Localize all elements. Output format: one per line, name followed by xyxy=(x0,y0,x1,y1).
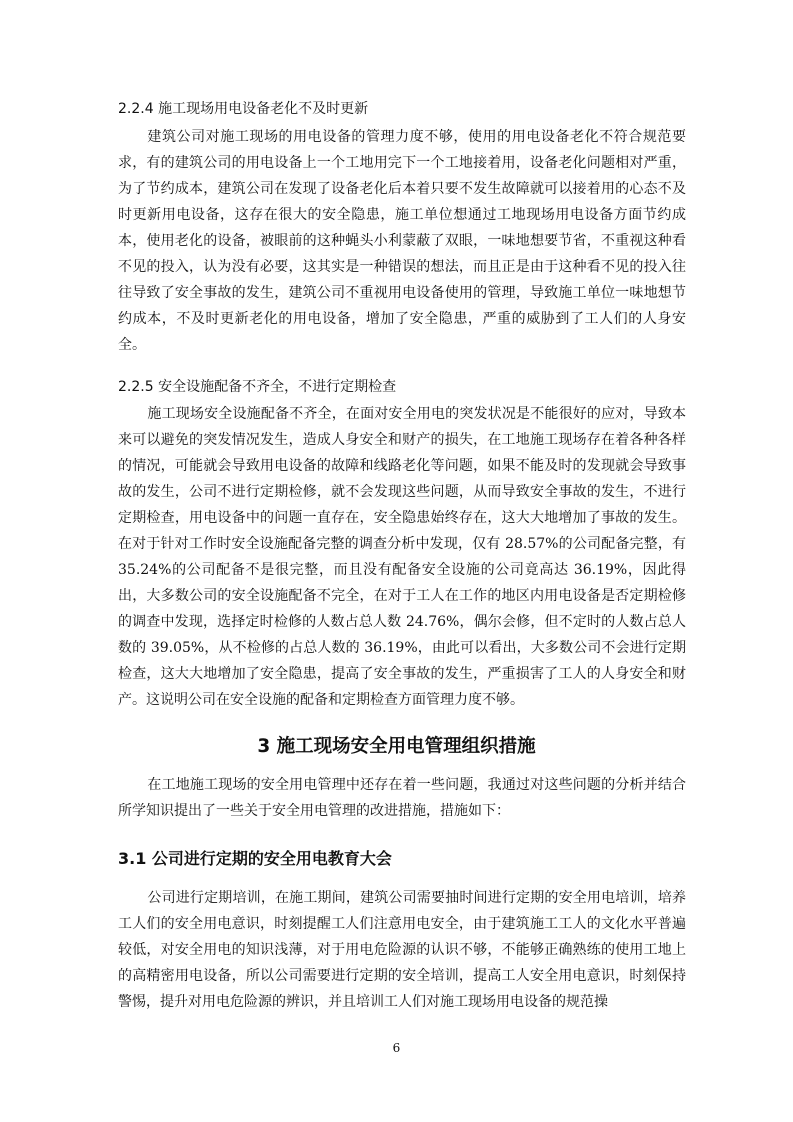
section-3-1-paragraph: 公司进行定期培训，在施工期间，建筑公司需要抽时间进行定期的安全用电培训，培养工人们的安全用电意识，时刻提醒工人们注意用电安全，由于建筑施工工人的文化水平普遍较低，对安全用电的知识浅薄，对于用电危险源的认识不够，不能够正确熟练的使用工地上的高精密用电设备，所以公司需要进行定期的安全培训，提高工人安全用电意识，时刻保持警惕，提升对用电危险源的辨识，并且培训工人们对施工现场用电设备的规范操 xyxy=(118,890,686,1010)
section-2-2-5-paragraph: 施工现场安全设施配备不齐全，在面对安全用电的突发状况是不能很好的应对，导致本来可以避免的突发情况发生，造成人身安全和财产的损失，在工地施工现场存在着各种各样的情况，可能就会导致用电设备的故障和线路老化等问题，如果不能及时的发现就会导致事故的发生，公司不进行定期检修，就不会发现这些问题，从而导致安全事故的发生，不进行定期检查，用电设备中的问题一直存在，安全隐患始终存在，这大大地增加了事故的发生。在对于针对工作时安全设施配备完整的调查分析中发现，仅有 28.57%的公司配备完整，有 35.24%的公司配备不是很完整，而且没有配备安全设施的公司竟高达 36.19%，因此得出，大多数公司的安全设施配备不完全，在对于工人在工作的地区内用电设备是否定期检修的调查中发现，选择定时检修的人数占总人数 24.76%，偶尔会修，但不定时的人数占总人数的 39.05%，从不检修的占总人数的 36.19%，由此可以看出，大多数公司不会进行定期检查，这大大地增加了安全隐患，提高了安全事故的发生，严重损害了工人的人身安全和财产。这说明公司在安全设施的配备和定期检查方面管理力度不够。 xyxy=(118,406,686,708)
section-2-2-5-heading: 2.2.5 安全设施配备不齐全，不进行定期检查 xyxy=(118,379,397,395)
section-2-2-4-paragraph: 建筑公司对施工现场的用电设备的管理力度不够，使用的用电设备老化不符合规范要求，有的建筑公司的用电设备上一个工地用完下一个工地接着用，设备老化问题相对严重，为了节约成本，建筑公司在发现了设备老化后本着只要不发生故障就可以接着用的心态不及时更新用电设备，这存在很大的安全隐患，施工单位想通过工地现场用电设备方面节约成本，使用老化的设备，被眼前的这种蝇头小利蒙蔽了双眼，一味地想要节省，不重视这种看不见的投入，认为没有必要，这其实是一种错误的想法，而且正是由于这种看不见的投入往往导致了安全事故的发生，建筑公司不重视用电设备使用的管理，导致施工单位一味地想节约成本，不及时更新老化的用电设备，增加了安全隐患，严重的威胁到了工人们的人身安全。 xyxy=(118,129,686,353)
section-3-1-heading: 3.1 公司进行定期的安全用电教育大会 xyxy=(118,849,392,868)
chapter-3-intro-paragraph: 在工地施工现场的安全用电管理中还存在着一些问题，我通过对这些问题的分析并结合所学知识提出了一些关于安全用电管理的改进措施，措施如下： xyxy=(118,777,686,819)
page-number: 6 xyxy=(392,1041,401,1055)
section-2-2-4-heading: 2.2.4 施工现场用电设备老化不及时更新 xyxy=(118,101,369,117)
chapter-3-heading: 3 施工现场安全用电管理组织措施 xyxy=(257,736,536,757)
